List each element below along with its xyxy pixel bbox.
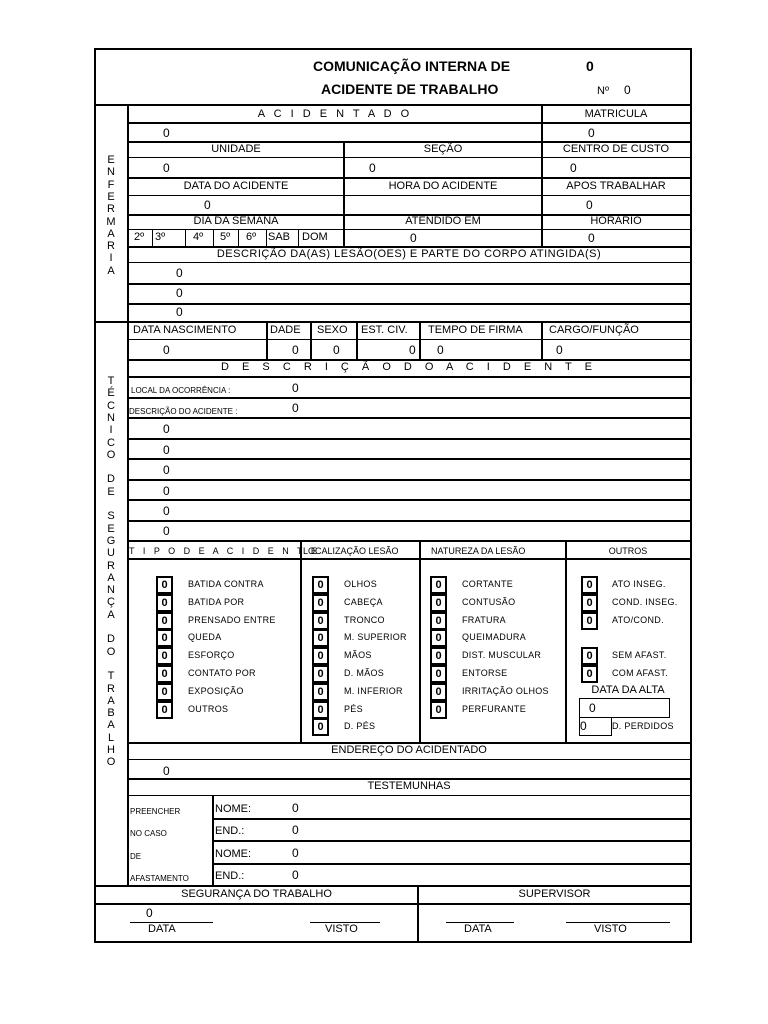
form-top-value: 0 [586, 58, 594, 74]
testemunha-2-end-value[interactable]: 0 [292, 868, 299, 882]
tecnico-letter: O [106, 645, 116, 658]
lesao-line-2[interactable]: 0 [176, 286, 183, 300]
tipo-acidente-label: PRENSADO ENTRE [188, 614, 276, 625]
tecnico-letter: E [107, 485, 115, 498]
localizacao-lesao-label: TRONCO [344, 614, 385, 625]
tipo-acidente-checkbox[interactable]: 0 [156, 629, 173, 647]
tipo-acidente-header: T I P O D E A C I D E N T E [129, 546, 320, 556]
enfermaria-letter: F [107, 178, 115, 191]
natureza-lesao-checkbox[interactable]: 0 [430, 647, 447, 665]
idade-label: DADE [270, 324, 301, 336]
descricao-line-1[interactable]: 0 [163, 422, 170, 436]
secao-value[interactable]: 0 [369, 161, 376, 175]
descricao-line-6[interactable]: 0 [163, 524, 170, 538]
tecnico-letter: R [107, 682, 115, 695]
secao-label: SEÇÃO [423, 143, 463, 155]
natureza-lesao-checkbox[interactable]: 0 [430, 701, 447, 719]
natureza-lesao-label: IRRITAÇÃO OLHOS [462, 685, 549, 696]
outros-header: OUTROS [608, 546, 648, 556]
matricula-value[interactable]: 0 [588, 126, 595, 140]
localizacao-lesao-checkbox[interactable]: 0 [312, 665, 329, 683]
tipo-acidente-checkbox[interactable]: 0 [156, 647, 173, 665]
dias-perdidos-value: 0 [580, 719, 587, 733]
form-title-line2: ACIDENTE DE TRABALHO [321, 81, 499, 97]
localizacao-lesao-checkbox[interactable]: 0 [312, 683, 329, 701]
hora-acidente-label: HORA DO ACIDENTE [388, 180, 498, 192]
tipo-acidente-checkbox[interactable]: 0 [156, 701, 173, 719]
endereco-value[interactable]: 0 [163, 764, 170, 778]
enfermaria-letter: R [107, 240, 115, 253]
data-acidente-value[interactable]: 0 [204, 198, 211, 212]
sexo-label: SEXO [317, 324, 348, 336]
natureza-lesao-label: CONTUSÃO [462, 596, 516, 607]
tecnico-letter: E [107, 522, 115, 535]
enfermaria-letter: E [107, 190, 115, 203]
localizacao-lesao-checkbox[interactable]: 0 [312, 718, 329, 736]
tecnico-letter: C [107, 436, 115, 449]
enfermaria-letter: R [107, 203, 115, 216]
descricao-line-3[interactable]: 0 [163, 463, 170, 477]
form-number-value: 0 [624, 83, 631, 97]
localizacao-lesao-checkbox[interactable]: 0 [312, 647, 329, 665]
outros-checkbox[interactable]: 0 [581, 576, 598, 594]
enfermaria-letter: I [109, 252, 113, 265]
estciv-label: EST. CIV. [361, 324, 408, 336]
localizacao-lesao-label: M. SUPERIOR [344, 632, 407, 643]
preencher-line-3: DE [130, 852, 142, 861]
tecnico-letter: O [106, 756, 116, 769]
idade-value[interactable]: 0 [292, 343, 299, 357]
unidade-label: UNIDADE [211, 143, 261, 155]
seguranca-data-label: DATA [148, 923, 176, 935]
apos-trabalhar-label: APOS TRABALHAR [566, 180, 666, 192]
natureza-lesao-label: QUEIMADURA [462, 632, 527, 643]
outros-label: SEM AFAST. [612, 650, 667, 660]
tecnico-letter: H [107, 744, 115, 756]
tipo-acidente-checkbox[interactable]: 0 [156, 576, 173, 594]
tecnico-letter: D [107, 633, 115, 646]
centro-custo-value[interactable]: 0 [570, 161, 577, 175]
centro-custo-label: CENTRO DE CUSTO [562, 143, 670, 155]
tecnico-letter: Ç [107, 596, 115, 609]
seguranca-value[interactable]: 0 [146, 906, 153, 920]
tempo-firma-label: TEMPO DE FIRMA [428, 324, 523, 336]
tecnico-letter: A [107, 571, 115, 584]
cargo-funcao-value[interactable]: 0 [556, 343, 563, 357]
nascimento-label: DATA NASCIMENTO [133, 324, 237, 336]
outros-checkbox[interactable]: 0 [581, 612, 598, 630]
supervisor-data-label: DATA [464, 923, 492, 935]
tecnico-letter: I [109, 424, 113, 437]
apos-trabalhar-value[interactable]: 0 [586, 198, 593, 212]
localizacao-lesao-checkbox[interactable]: 0 [312, 701, 329, 719]
tipo-acidente-label: CONTATO POR [188, 668, 256, 678]
outros-label: COM AFAST. [612, 668, 669, 678]
tecnico-letter: A [107, 694, 115, 707]
natureza-lesao-checkbox[interactable]: 0 [430, 576, 447, 594]
natureza-lesao-label: DIST. MUSCULAR [462, 650, 542, 661]
localizacao-lesao-checkbox[interactable]: 0 [312, 576, 329, 594]
day-sex[interactable]: 6º [246, 231, 257, 243]
form-title-line1: COMUNICAÇÃO INTERNA DE [313, 58, 511, 74]
natureza-lesao-checkbox[interactable]: 0 [430, 665, 447, 683]
day-seg[interactable]: 2º [134, 231, 145, 243]
lesao-line-3[interactable]: 0 [176, 305, 183, 319]
testemunhas-label: TESTEMUNHAS [367, 780, 451, 792]
dias-perdidos-field[interactable] [579, 717, 612, 736]
matricula-label: MATRICULA [584, 108, 648, 120]
localizacao-lesao-label: D. MÃOS [344, 668, 385, 678]
natureza-lesao-checkbox[interactable]: 0 [430, 683, 447, 701]
day-dom[interactable]: DOM [302, 231, 328, 243]
tecnico-letter: C [107, 399, 115, 412]
preencher-line-1: PREENCHER [130, 807, 181, 816]
localizacao-lesao-label: MÃOS [344, 650, 372, 661]
descricao-line-5[interactable]: 0 [163, 504, 170, 518]
enfermaria-letter: E [107, 154, 115, 166]
endereco-label: ENDEREÇO DO ACIDENTADO [331, 744, 487, 756]
nascimento-value[interactable]: 0 [163, 343, 170, 357]
tipo-acidente-checkbox[interactable]: 0 [156, 594, 173, 612]
outros-label: COND. INSEG. [612, 597, 678, 607]
testemunha-2-end-label: END.: [215, 870, 245, 882]
tipo-acidente-label: OUTROS [188, 703, 229, 714]
seguranca-visto-label: VISTO [325, 923, 358, 935]
tipo-acidente-label: ESFORÇO [188, 650, 235, 661]
enfermaria-letter: A [107, 227, 115, 240]
tecnico-letter: A [107, 608, 115, 621]
data-alta-label: DATA DA ALTA [591, 684, 665, 696]
atendido-label: ATENDIDO EM [405, 215, 481, 227]
natureza-lesao-label: CORTANTE [462, 579, 514, 589]
atendido-value[interactable]: 0 [410, 231, 417, 245]
tecnico-letter: T [107, 375, 115, 387]
testemunha-1-end-value[interactable]: 0 [292, 823, 299, 837]
natureza-lesao-checkbox[interactable]: 0 [430, 629, 447, 647]
dias-perdidos-label: D. PERDIDOS [612, 721, 674, 731]
supervisor-visto-label: VISTO [594, 923, 627, 935]
tecnico-letter: É [107, 387, 115, 400]
localizacao-lesao-label: PÉS [344, 703, 363, 714]
lesao-line-1[interactable]: 0 [176, 266, 183, 280]
testemunha-2-nome-value[interactable]: 0 [292, 846, 299, 860]
outros-checkbox[interactable]: 0 [581, 665, 598, 683]
enfermaria-letter: N [107, 166, 115, 179]
dia-semana-label: DIA DA SEMANA [193, 215, 279, 227]
tecnico-letter: N [107, 584, 115, 597]
data-alta-field[interactable] [579, 698, 670, 718]
natureza-lesao-label: FRATURA [462, 614, 506, 625]
day-qui[interactable]: 5º [220, 231, 231, 243]
localizacao-lesao-label: CABEÇA [344, 596, 383, 607]
descricao-line-2[interactable]: 0 [163, 443, 170, 457]
tecnico-letter: G [106, 534, 116, 547]
outros-checkbox[interactable]: 0 [581, 647, 598, 665]
local-ocorrencia-value[interactable]: 0 [292, 381, 299, 395]
estciv-value[interactable]: 0 [409, 343, 416, 357]
data-acidente-label: DATA DO ACIDENTE [183, 180, 289, 192]
localizacao-header: LOCALIZAÇÃO LESÃO [303, 546, 399, 556]
day-ter[interactable]: 3º [155, 231, 166, 243]
descricao-acidente-label: DESCRIÇÃO DO ACIDENTE : [129, 407, 238, 416]
descricao-acidente-value[interactable]: 0 [292, 401, 299, 415]
tipo-acidente-checkbox[interactable]: 0 [156, 665, 173, 683]
day-qua[interactable]: 4º [193, 231, 204, 243]
tecnico-letter: A [107, 719, 115, 732]
form-number-label: Nº [597, 85, 609, 97]
tecnico-letter: N [107, 411, 115, 424]
tecnico-letter: S [107, 510, 115, 523]
enfermaria-letter: M [106, 215, 116, 228]
localizacao-lesao-label: M. INFERIOR [344, 685, 403, 696]
tipo-acidente-label: BATIDA POR [188, 596, 245, 607]
tipo-acidente-label: BATIDA CONTRA [188, 579, 264, 589]
localizacao-lesao-label: D. PÉS [344, 721, 376, 732]
tipo-acidente-checkbox[interactable]: 0 [156, 612, 173, 630]
testemunha-1-nome-label: NOME: [215, 803, 252, 815]
tecnico-letter: R [107, 559, 115, 572]
outros-checkbox[interactable]: 0 [581, 594, 598, 612]
horario-value[interactable]: 0 [588, 231, 595, 245]
localizacao-lesao-label: OLHOS [344, 579, 378, 589]
natureza-lesao-checkbox[interactable]: 0 [430, 612, 447, 630]
tecnico-letter: D [107, 473, 115, 486]
tecnico-letter: L [107, 731, 115, 744]
tecnico-letter: O [106, 448, 116, 461]
natureza-header: NATUREZA DA LESÃO [431, 546, 526, 556]
acidentado-label: A C I D E N T A D O [257, 108, 413, 120]
localizacao-lesao-checkbox[interactable]: 0 [312, 612, 329, 630]
natureza-lesao-checkbox[interactable]: 0 [430, 594, 447, 612]
descricao-line-4[interactable]: 0 [163, 484, 170, 498]
tipo-acidente-label: QUEDA [188, 632, 222, 643]
day-sab[interactable]: SAB [268, 231, 291, 243]
outros-label: ATO/COND. [612, 615, 664, 625]
testemunha-1-nome-value[interactable]: 0 [292, 801, 299, 815]
tecnico-letter: B [107, 707, 115, 720]
horario-label: HORARIO [590, 215, 642, 227]
testemunha-1-end-label: END.: [215, 825, 245, 837]
unidade-value[interactable]: 0 [163, 161, 170, 175]
preencher-line-2: NO CASO [130, 829, 167, 838]
tipo-acidente-checkbox[interactable]: 0 [156, 683, 173, 701]
preencher-line-4: AFASTAMENTO [130, 874, 189, 883]
tecnico-letter: U [107, 547, 115, 560]
seguranca-trabalho-label: SEGURANÇA DO TRABALHO [181, 888, 332, 900]
descricao-acidente-header: D E S C R I Ç Ã O D O A C I D E N T E [221, 361, 597, 373]
tempo-firma-value[interactable]: 0 [437, 343, 444, 357]
sexo-value[interactable]: 0 [333, 343, 340, 357]
data-alta-value: 0 [589, 701, 596, 715]
enfermaria-letter: A [107, 264, 115, 277]
localizacao-lesao-checkbox[interactable]: 0 [312, 594, 329, 612]
descricao-lesao-label: DESCRIÇÃO DA(AS) LESÃO(OES) E PARTE DO CORPO ATINGIDA(S) [216, 248, 602, 260]
supervisor-label: SUPERVISOR [518, 888, 591, 900]
natureza-lesao-label: PERFURANTE [462, 703, 527, 714]
tecnico-letter: T [107, 670, 115, 683]
acidentado-value[interactable]: 0 [163, 126, 170, 140]
localizacao-lesao-checkbox[interactable]: 0 [312, 629, 329, 647]
local-ocorrencia-label: LOCAL DA OCORRÊNCIA : [131, 386, 231, 395]
cargo-funcao-label: CARGO/FUNÇÃO [549, 324, 639, 336]
natureza-lesao-label: ENTORSE [462, 668, 508, 678]
testemunha-2-nome-label: NOME: [215, 848, 252, 860]
outros-label: ATO INSEG. [612, 579, 666, 589]
tipo-acidente-label: EXPOSIÇÃO [188, 685, 244, 696]
